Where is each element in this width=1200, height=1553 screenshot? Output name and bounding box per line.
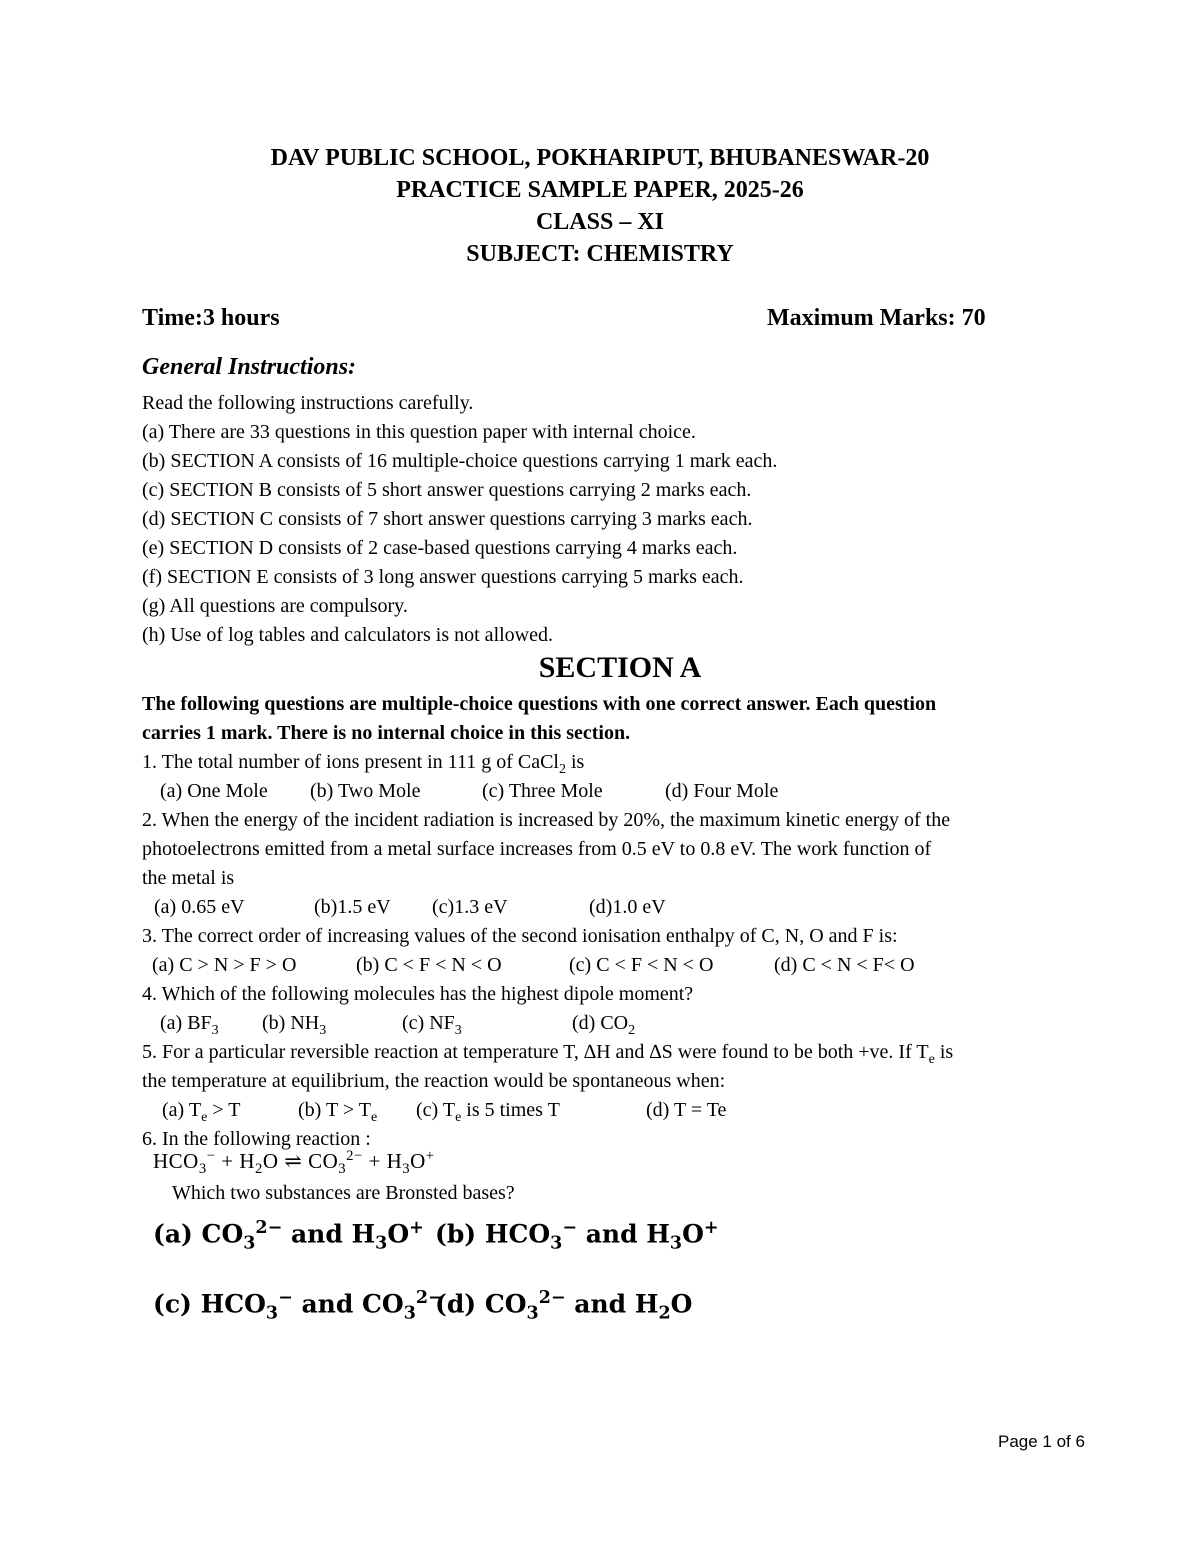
max-marks-label: Maximum Marks: 70	[767, 305, 986, 331]
instructions-title: General Instructions:	[142, 354, 357, 380]
page-number: Page 1 of 6	[998, 1432, 1085, 1451]
reaction-equation: $HCO_3^- + H_2O$ ⇌ $CO_3^{2-} + H_3O^+$	[153, 1148, 435, 1178]
question-2: the metal is	[142, 867, 235, 889]
option-a: (a) One Mole	[160, 780, 268, 802]
option-b: (b) $HCO_3^-$ and $H_3O^+$	[435, 1218, 719, 1254]
question-2-options	[142, 893, 1102, 922]
question-6: 6. In the following reaction :	[142, 1128, 371, 1150]
instruction-line: (a) There are 33 questions in this question paper with internal choice.	[142, 421, 696, 443]
option-d: (d) $CO_3^{2-}$ and $H_2O$	[435, 1288, 693, 1324]
instruction-line: (h) Use of log tables and calculators is not allowed.	[142, 624, 553, 646]
option-a: (a) 0.65 eV	[154, 896, 245, 918]
question-1-options	[142, 777, 1102, 806]
question-3-options	[142, 951, 1102, 980]
section-a-body	[142, 690, 1102, 1154]
question-4-options	[142, 1009, 1102, 1038]
instructions-list	[142, 389, 1102, 650]
question-3: 3. The correct order of increasing values of the second ionisation enthalpy of C, N, O and F is:	[142, 925, 898, 947]
question-5: the temperature at equilibrium, the reaction would be spontaneous when:	[142, 1070, 726, 1092]
option-c: (c) C < F < N < O	[569, 954, 714, 976]
instruction-line: (d) SECTION C consists of 7 short answer questions carrying 3 marks each.	[142, 508, 753, 530]
option-d: (d) T = Te	[646, 1099, 727, 1121]
section-a-title: SECTION A	[538, 651, 702, 684]
question-5: 5. For a particular reversible reaction at temperature T, ∆H and ∆S were found to be both +ve. If $T_e$ is	[142, 1041, 954, 1067]
option-d: (d) $CO_2$	[572, 1012, 636, 1038]
school-name: DAV PUBLIC SCHOOL, POKHARIPUT, BHUBANESWAR-20	[270, 145, 930, 171]
option-c: (c) $NF_3$	[402, 1012, 462, 1038]
option-c: (c) Three Mole	[482, 780, 603, 802]
paper-header	[0, 142, 1200, 270]
option-b: (b) C < F < N < O	[356, 954, 502, 976]
option-a: (a) $CO_3^{2-}$ and $H_3O^+$	[153, 1218, 424, 1254]
instruction-line: Read the following instructions carefully.	[142, 392, 474, 414]
question-4: 4. Which of the following molecules has the highest dipole moment?	[142, 983, 694, 1005]
option-c: (c)1.3 eV	[432, 896, 508, 918]
option-b: (b) $T > T_e$	[298, 1099, 378, 1125]
option-d: (d) Four Mole	[665, 780, 779, 802]
option-a: (a) C > N > F > O	[152, 954, 297, 976]
time-label: Time:3 hours	[142, 305, 280, 331]
option-a: (a) $T_e > T$	[162, 1099, 241, 1125]
instruction-line: (g) All questions are compulsory.	[142, 595, 408, 617]
subject-label: SUBJECT: CHEMISTRY	[466, 241, 734, 267]
question-5-options	[142, 1096, 1102, 1125]
paper-title: PRACTICE SAMPLE PAPER, 2025-26	[396, 177, 804, 203]
option-c: (c) $HCO_3^-$ and $CO_3^{2-}$	[153, 1288, 443, 1324]
option-b: (b)1.5 eV	[314, 896, 391, 918]
section-note: The following questions are multiple-choice questions with one correct answer. Each question	[142, 693, 937, 715]
question-2: photoelectrons emitted from a metal surface increases from 0.5 eV to 0.8 eV. The work function of	[142, 838, 932, 860]
question-2: 2. When the energy of the incident radiation is increased by 20%, the maximum kinetic energy of the	[142, 809, 951, 831]
option-b: (b) $NH_3$	[262, 1012, 327, 1038]
option-c: (c) $T_e$ is 5 times T	[416, 1099, 560, 1125]
instruction-line: (b) SECTION A consists of 16 multiple-choice questions carrying 1 mark each.	[142, 450, 778, 472]
instruction-line: (c) SECTION B consists of 5 short answer questions carrying 2 marks each.	[142, 479, 752, 501]
option-d: (d)1.0 eV	[589, 896, 666, 918]
section-note: carries 1 mark. There is no internal choice in this section.	[142, 722, 631, 744]
option-a: (a) $BF_3$	[160, 1012, 219, 1038]
option-d: (d) C < N < F< O	[774, 954, 915, 976]
instruction-line: (f) SECTION E consists of 3 long answer questions carrying 5 marks each.	[142, 566, 744, 588]
question-6-prompt: Which two substances are Bronsted bases?	[172, 1182, 515, 1204]
instruction-line: (e) SECTION D consists of 2 case-based questions carrying 4 marks each.	[142, 537, 738, 559]
class-label: CLASS – XI	[535, 209, 665, 235]
question-1: 1. The total number of ions present in 111 g of CaCl$_2$ is	[142, 751, 585, 777]
option-b: (b) Two Mole	[310, 780, 421, 802]
